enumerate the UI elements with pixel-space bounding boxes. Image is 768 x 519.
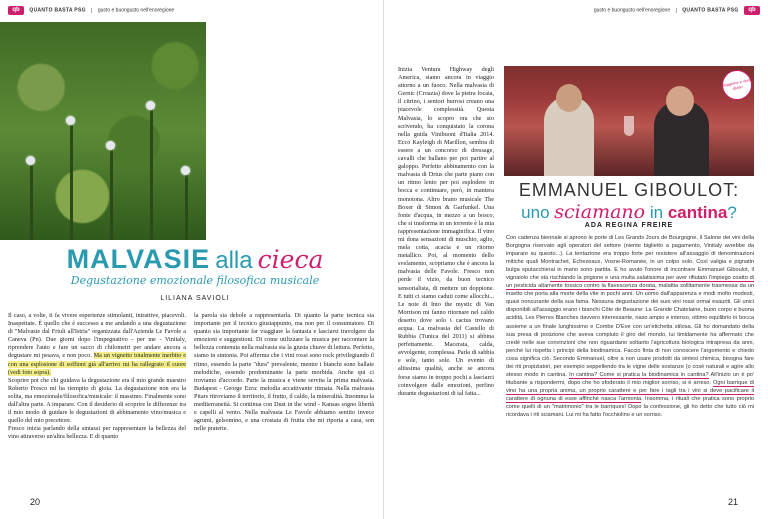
underlined-text: In cantina? Come si pratica la biodinamica in cantina? (569, 371, 709, 378)
title-word-sciamano: sciamano (554, 201, 646, 223)
text-column-1 (8, 312, 186, 442)
title-word-cantina: cantina (667, 203, 728, 222)
winemakers-photo (504, 66, 754, 176)
title-word: uno (521, 203, 550, 222)
title-word: in (649, 203, 664, 222)
header-right (594, 6, 760, 15)
article-title (50, 244, 340, 275)
article-author-right: ADA REGINA FREIRE (584, 222, 674, 229)
magazine-logo: qb (744, 6, 760, 15)
title-question (504, 201, 754, 223)
body-text: . Insomma, i rituali che pratica sono proprio come quelli di un "matrimonio" tra le barriques! Dopo la confessione, gli ho detto che tutto ciò mi ricordava i riti sciamani. Lui mi ha fatto l'occhiolino e un sorriso. (506, 395, 754, 419)
text-column-3: Inizia Ventura Highway degli America, siamo ancora in viaggio attorno a un fuoco. Nella malvasia di Gernic (Croazia) dove la pietra focaia, il citrino, i sentori burrosi creano una piacevole complessità. Questa Malvasia, lo scopro ora che sto scrivendo, ha conquistato la corona nella guida Vinibuoni d'Italia 2014. Ecco Kayleigh di Marillon, sembra di essere a un concorso di dressage, cavalli che ballano per poi partire al galoppo. Perfetto abbinamento con la malvasia di Drius che parte piano con un ritmo lento per poi esplodere in bocca e continuare, però, in maniera monotona. Altro brano musicale The Boxer di Simon & Garfunkel. Una fonte d'acqua, in mezzo a un bosco, che si trasforma in un torrente è la mia rappresentazione immaginifica. Il vino mi dona sensazioni di muschio, aglio, mela cotta, acacia e un ritorno metallico. Poi, al momento dello svelamento, scopriamo che è ancora la malvasia delle Favole. Fresco non perde il vizio, da buon tecnico sensorialista, di mettere un doppione. E tutti ci siamo caduti come allocchi... Le note di Into the mystic di Van Morrison mi fanno ritornare nel caldo deserto dove solo i cactus trovano acqua. La malvasia del Castello di Rubbia (Tunica del 2011) si abbina perfettamente. Macerata, calda, avvolgente, complessa. Parla di sabbia e sole, tanto sole. Un evento di altissima qualità, anche se ancora forse siamo in troppo pochi a lasciarci coinvolgere dalle emozioni, perfino durante degustazioni di tal fatta... (398, 66, 494, 397)
title-question-mark: ? (727, 203, 737, 222)
underlined-text: Ogni barrique di vino ha una propria anima, un proprio carattere e per fare i tagli tra i vini si deve pacificare il carattere di ognuna di esse affinché nasca l'armonia (506, 379, 754, 402)
header-left (8, 6, 174, 15)
dandelion-meadow-photo (0, 22, 206, 240)
paragraph: Il caso, a volte, ti fa vivere esperienze stimolanti, intrattive, piacevoli. Inaspettate. È quello che è successo a me andando a una degustazione di "Malvasie dal Friuli all'Istria" organizzata dall'Azienda Le Favole a Caneva (Pn). Due giorni dopo l'impegnativo - per me - Vinitaly, riprendere l'auto e fare un sacco di chilometri per andare ancora a degustare mi pesava, e non poco. (8, 312, 186, 360)
title-name: EMMANUEL GIBOULOT: (518, 180, 740, 200)
title-word-malvasie: MALVASIE (66, 244, 211, 274)
article-author: LILIANA SAVIOLI (160, 295, 230, 302)
header-subtitle: gusto e buongusto nell'enoregione (593, 7, 671, 14)
paragraph: Fresco inizia parlando della sintassi per rappresentare la bellezza del vino attraverso un'altra bellezza. E di quanto (8, 425, 186, 441)
page-number-right: 21 (727, 497, 738, 507)
magazine-logo: qb (8, 6, 24, 15)
header-section: QUANTO BASTA PSG (29, 7, 86, 14)
header-separator: | (91, 7, 93, 14)
badge-sticker: Stagione e vino diviso (719, 67, 755, 103)
title-word-alla: alla (215, 247, 253, 274)
body-text: , malattia sollitamente trasmessa da un insetto che porta alla morte della vite in pochi anni. Un uomo dall'apparenza e modi molto modesti, quasi noncurante della sua fama. Nessuna degustazione dei suoi vini rossi ormai esauriti. Gli unici disponibili all'assaggio erano i bianchi Côte de Beaune: La Grande Chatelaine, buon corpo e buona acidità, Les Pierres Blanches davvero interessante, naso ampio e intenso, ottimo equilibrio in bocca assieme a un finale lunghissimo e Combe D'Eve con un'etichetta stilosa. Gli ho domandato della sua presa di posizione che aveva compiuto il giro del mondo, lui timidamente ha affermato che credé nelle sue convinzioni che non riguardano soltanto l'agricoltura biologica intrapresa da anni, perché lui rispetta i principi della biodinamica. Faccio finta di non conoscere l'argomento e chiedo cosa significa ciò. Secondo Emmanuel, oltre a non usare prodotti da sintesi chimica, bisogna fare dei riti propiziatori, per esempio seppellendo tra le vigne delle sostanze (o cosè naturali e agire allo stesso modo in cantina. (506, 283, 754, 378)
title-word-cieca: cieca (257, 245, 324, 274)
highlighted-text: Ma un vignetto totalmente inerbito e con una esplosione di soffioni già all'arrivo mi ha rallegrato il cuore (vedi foto sopra). (8, 352, 186, 376)
paragraph: Scoprire poi che chi guidava la degustazione era il mio grande maestro Roberto Fresco mi ha riempito di gioia. La degustazione non era la solita, ma emozionale/filosofica/musicale: il massimo. Finalmente sono dall'altra parte. A imparare. Con il desiderio di scoprire le differenze tra il mio modo di guidare le degustazioni di abbinamento vino/musica e quello del mio precettore. (8, 376, 186, 425)
body-text: All'inizio un è po' titubante a rispondermi, dopo che ho sfoderato il mio miglior sorriso, si è arreso. (506, 371, 754, 386)
body-text: Con cadenza biennale si aprono le porte di Les Grands Jours de Bourgogne, il Salone dei vini della Borgogna riservato agli operatori del settore (niente biglietto a pagamento, Vinitaly avrebbe da imparare su questo...). La tentazione era troppo forte per resistere all'assaggio di denominazioni mitiche quali Montrachet, Echezeaux, Vosne-Romanée, in un colpo solo. Così valigia e pignatin bulga sputacchierai in mano sono partita. E ho avuto l'onore di incontrare Emmanuel Giboulot, il vignaiolo che sta (506, 235, 754, 282)
article-subtitle: Degustazione emozionale filosofica musicale (70, 274, 320, 287)
header-subtitle: gusto e buongusto nell'enoregione (97, 7, 175, 14)
article-title-right (504, 180, 754, 223)
page-number-left: 20 (30, 497, 41, 507)
header-separator: | (675, 7, 677, 14)
text-column-2: la parola sia debole a rappresentarla. Di quanto la parte tecnica sia importante per il tecnico giustappunto, ma non per il consumatore. Di quanto sia importante far viaggiare la fantasia e lasciarsi travolgere da emozioni e suggestioni. Di come utilizzare la musica per raccontare la bellezza contenuta nella malvasia sia la giusta chiave di lettura. Perfetto, siamo in sintonia. Poi afferma che i vini rossi sono rock privilegiando il ritmo, essendo la parte "dura" prevalente, mentre i bianchi sono ballate melodiche, essendo predominante la parte morbida. Anche qui ci troviamo d'accordo. Parte la musica e viene servita la prima malvasia. Budapest - George Ezra: melodia accattivante ritmata. Nella malvasia Pitars ritroviamo il territorio, il frutto, il caldo, la mineralità. Insomma la mediterraneità. Si continua con Dust in the wind - Kansas sogno libertà e capelli al vento. Nella malvasia Le Favole abbiamo sentito invece agrumi, gelsomino, e una crostata di frutta che mi riporta a casa, son nelle praterie. (194, 312, 374, 433)
text-column-right (506, 234, 754, 419)
header-section: QUANTO BASTA PSG (682, 7, 739, 14)
underlined-text: rischiando la prigione e una multa salatissima per aver rifiutato l'impiego coatto di un pesticida altamente tossico contro la flavescenza dorata (506, 275, 754, 290)
right-page (384, 0, 768, 519)
